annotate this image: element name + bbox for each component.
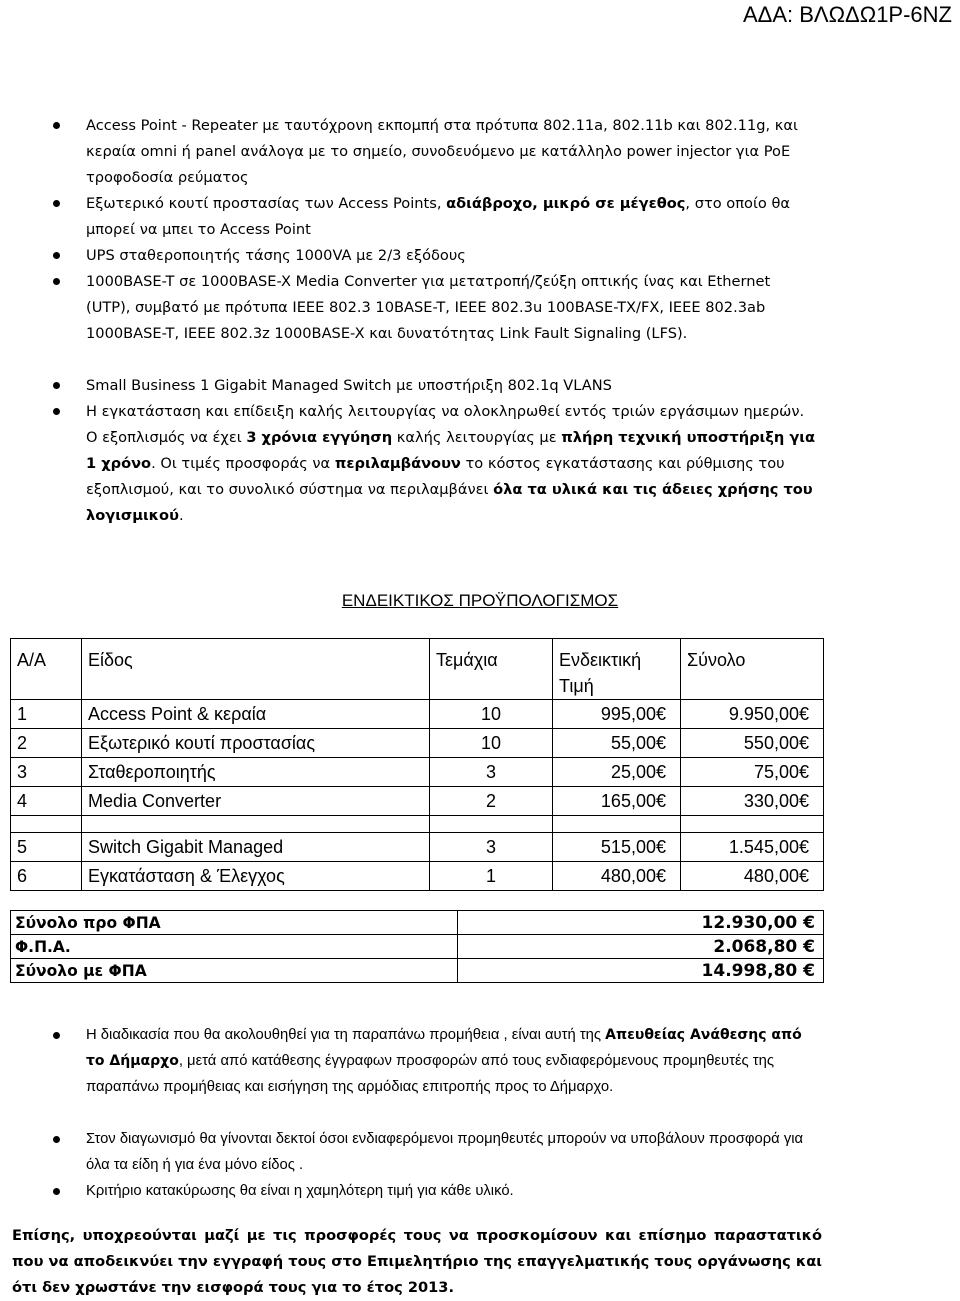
cell-price bbox=[553, 833, 681, 862]
header-aa: Α/Α bbox=[11, 639, 82, 700]
gap-cell bbox=[82, 816, 430, 833]
cell-item bbox=[82, 729, 430, 758]
bullet-text: καλής λειτουργίας με bbox=[392, 429, 562, 446]
bullet-ups: UPS σταθεροποιητής τάσης 1000VA με 2/3 εξόδους bbox=[86, 243, 816, 269]
price-value: 165,00 bbox=[600, 790, 656, 811]
header-item: Είδος bbox=[82, 639, 430, 700]
totals-row-vat bbox=[11, 935, 824, 959]
bullet-text: , μετά από κατάθεσης έγγραφων προσφορών από τους ενδιαφερόμενους προμηθευτές της παραπάνω προμήθειας και εισήγηση της αρμόδιας επιτροπής προς το Δήμαρχο. bbox=[86, 1053, 774, 1095]
cell-price bbox=[553, 758, 681, 787]
cell-total bbox=[681, 833, 824, 862]
ada-code: ΑΔΑ: ΒΛΩΔΩ1Ρ-6ΝΖ bbox=[742, 2, 952, 27]
table-gap-row bbox=[11, 816, 824, 833]
bullet-criterion: Κριτήριο κατακύρωσης θα είναι η χαμηλότερη τιμή για κάθε υλικό. bbox=[86, 1178, 816, 1204]
cell-aa: 2 bbox=[11, 729, 82, 758]
bullet-installation bbox=[86, 399, 816, 529]
totals-row-gross bbox=[11, 959, 824, 983]
gap-cell bbox=[681, 816, 824, 833]
cell-aa: 6 bbox=[11, 862, 82, 891]
price-value: 515,00 bbox=[600, 836, 656, 857]
net-label: Σύνολο προ ΦΠΑ bbox=[11, 911, 458, 935]
cell-qty: 1 bbox=[430, 862, 553, 891]
table-row bbox=[11, 833, 824, 862]
cell-price bbox=[553, 729, 681, 758]
cell-item bbox=[82, 758, 430, 787]
item-name: Σταθεροποιητής bbox=[88, 761, 216, 782]
currency-symbol: € bbox=[655, 732, 666, 753]
header-qty: Τεμάχια bbox=[430, 639, 553, 700]
cell-qty: 3 bbox=[430, 833, 553, 862]
cell-total bbox=[681, 862, 824, 891]
header-total: Σύνολο bbox=[681, 639, 824, 700]
cell-qty: 10 bbox=[430, 729, 553, 758]
table-row bbox=[11, 862, 824, 891]
table-header-row bbox=[11, 639, 824, 700]
total-value: 480,00 bbox=[743, 865, 799, 886]
cell-qty: 3 bbox=[430, 758, 553, 787]
cell-aa: 5 bbox=[11, 833, 82, 862]
currency-symbol: € bbox=[798, 836, 809, 857]
cell-item bbox=[82, 833, 430, 862]
table-row bbox=[11, 758, 824, 787]
price-value: 995,00 bbox=[600, 703, 656, 724]
net-value: 12.930,00 € bbox=[458, 911, 824, 935]
bullet-text: το κόστος εγκατάστασης και ρύθμισης του εξοπλισμού, και το συνολικό σύστημα να περιλαμβάνει bbox=[86, 455, 785, 498]
cell-item bbox=[82, 700, 430, 729]
gross-value: 14.998,80 € bbox=[458, 959, 824, 983]
currency-symbol: € bbox=[798, 790, 809, 811]
totals-row-net bbox=[11, 911, 824, 935]
budget-table bbox=[10, 638, 824, 891]
bullet-bold: πλήρη τεχνική υποστήριξη για 1 χρόνο bbox=[86, 429, 815, 472]
final-paragraph: Επίσης, υποχρεούνται μαζί με τις προσφορές τους να προσκομίσουν και επίσημο παραστατικό που να αποδεικνύει την εγγραφή τους στο Επιμελητήριο της επαγγελματικής τους οργάνωσης και ότι δεν χρωστάνε την εισφορά τους για το έτος 2013. bbox=[12, 1226, 822, 1296]
cell-qty: 2 bbox=[430, 787, 553, 816]
bullet-outdoor-box bbox=[86, 191, 816, 243]
item-name: Εγκατάσταση & Έλεγχος bbox=[88, 865, 285, 886]
budget-title: ΕΝΔΕΙΚΤΙΚΟΣ ΠΡΟΫΠΟΛΟΓΙΣΜΟΣ bbox=[341, 591, 619, 610]
currency-symbol: € bbox=[655, 836, 666, 857]
bullet-bold: όλα τα υλικά και τις άδειες χρήσης του λογισμικού bbox=[86, 481, 813, 524]
currency-symbol: € bbox=[655, 703, 666, 724]
bullet-media-converter: 1000BASE-T σε 1000BASE-X Media Converter για μετατροπή/ζεύξη οπτικής ίνας και Ethernet (UTP), συμβατό με πρότυπα IEEE 802.3 10BASE-T, IEEE 802.3u 100BASE-TX/FX, IEEE 802.3ab 1000BASE-T, IEEE 802.3z 1000BASE-X και δυνατότητας Link Fault Signaling (LFS). bbox=[86, 269, 816, 347]
price-value: 25,00 bbox=[610, 761, 656, 782]
total-value: 9.950,00 bbox=[728, 703, 799, 724]
gap-cell bbox=[553, 816, 681, 833]
bullet-procedure bbox=[86, 1022, 816, 1100]
gross-label: Σύνολο με ΦΠΑ bbox=[11, 959, 458, 983]
total-value: 550,00 bbox=[743, 732, 799, 753]
cell-qty: 10 bbox=[430, 700, 553, 729]
cell-aa: 4 bbox=[11, 787, 82, 816]
gap-cell bbox=[430, 816, 553, 833]
bullet-bold: περιλαμβάνουν bbox=[334, 455, 461, 472]
currency-symbol: € bbox=[798, 703, 809, 724]
total-value: 1.545,00 bbox=[728, 836, 799, 857]
cell-price bbox=[553, 787, 681, 816]
totals-table bbox=[10, 910, 824, 983]
bullet-text: Η διαδικασία που θα ακολουθηθεί για τη παραπάνω προμήθεια , είναι αυτή της bbox=[86, 1027, 606, 1043]
bullet-bold: αδιάβροχο, μικρό σε μέγεθος bbox=[446, 195, 686, 212]
item-name: Switch Gigabit Managed bbox=[88, 836, 284, 857]
price-value: 55,00 bbox=[610, 732, 656, 753]
bullet-bold: 3 χρόνια εγγύηση bbox=[246, 429, 393, 446]
bullet-text: . bbox=[178, 507, 184, 524]
cell-price bbox=[553, 700, 681, 729]
total-value: 75,00 bbox=[753, 761, 799, 782]
cell-price bbox=[553, 862, 681, 891]
cell-item bbox=[82, 787, 430, 816]
currency-symbol: € bbox=[655, 761, 666, 782]
currency-symbol: € bbox=[798, 865, 809, 886]
price-value: 480,00 bbox=[600, 865, 656, 886]
cell-aa: 1 bbox=[11, 700, 82, 729]
currency-symbol: € bbox=[798, 732, 809, 753]
total-value: 330,00 bbox=[743, 790, 799, 811]
bullet-access-point: Access Point - Repeater με ταυτόχρονη εκπομπή στα πρότυπα 802.11a, 802.11b και 802.11g, και κεραία omni ή panel ανάλογα με το σημείο, συνοδευόμενο με κατάλληλο power injector για PoE τροφοδοσία ρεύματος bbox=[86, 113, 816, 191]
cell-total bbox=[681, 729, 824, 758]
cell-total bbox=[681, 787, 824, 816]
table-row bbox=[11, 729, 824, 758]
bullet-text: , στο οποίο θα μπορεί να μπει το Access Point bbox=[86, 195, 791, 238]
currency-symbol: € bbox=[655, 865, 666, 886]
item-name: Media Converter bbox=[88, 790, 222, 811]
table-row bbox=[11, 700, 824, 729]
bullet-switch: Small Business 1 Gigabit Managed Switch με υποστήριξη 802.1q VLANS bbox=[86, 373, 816, 399]
cell-item bbox=[82, 862, 430, 891]
vat-label: Φ.Π.Α. bbox=[11, 935, 458, 959]
vat-value: 2.068,80 € bbox=[458, 935, 824, 959]
gap-cell bbox=[11, 816, 82, 833]
bullet-bold: Απευθείας Ανάθεσης από το Δήμαρχο bbox=[86, 1027, 802, 1069]
currency-symbol: € bbox=[655, 790, 666, 811]
cell-total bbox=[681, 758, 824, 787]
item-name: Εξωτερικό κουτί προστασίας bbox=[88, 732, 316, 753]
cell-total bbox=[681, 700, 824, 729]
item-name: Access Point & κεραία bbox=[88, 703, 267, 724]
bullet-text: . Οι τιμές προσφοράς να bbox=[151, 455, 335, 472]
currency-symbol: € bbox=[798, 761, 809, 782]
cell-aa: 3 bbox=[11, 758, 82, 787]
bullet-text: Εξωτερικό κουτί προστασίας των Access Points, bbox=[86, 195, 447, 212]
bullet-participants: Στον διαγωνισμό θα γίνονται δεκτοί όσοι ενδιαφερόμενοι προμηθευτές μπορούν να υποβάλουν προσφορά για όλα τα είδη ή για ένα μόνο είδος . bbox=[86, 1126, 816, 1178]
header-price: Ενδεικτική Τιμή bbox=[553, 639, 681, 700]
bullet-text: Η εγκατάσταση και επίδειξη καλής λειτουργίας να ολοκληρωθεί εντός τριών εργάσιμων ημερών. Ο εξοπλισμός να έχει bbox=[86, 403, 805, 446]
table-row bbox=[11, 787, 824, 816]
